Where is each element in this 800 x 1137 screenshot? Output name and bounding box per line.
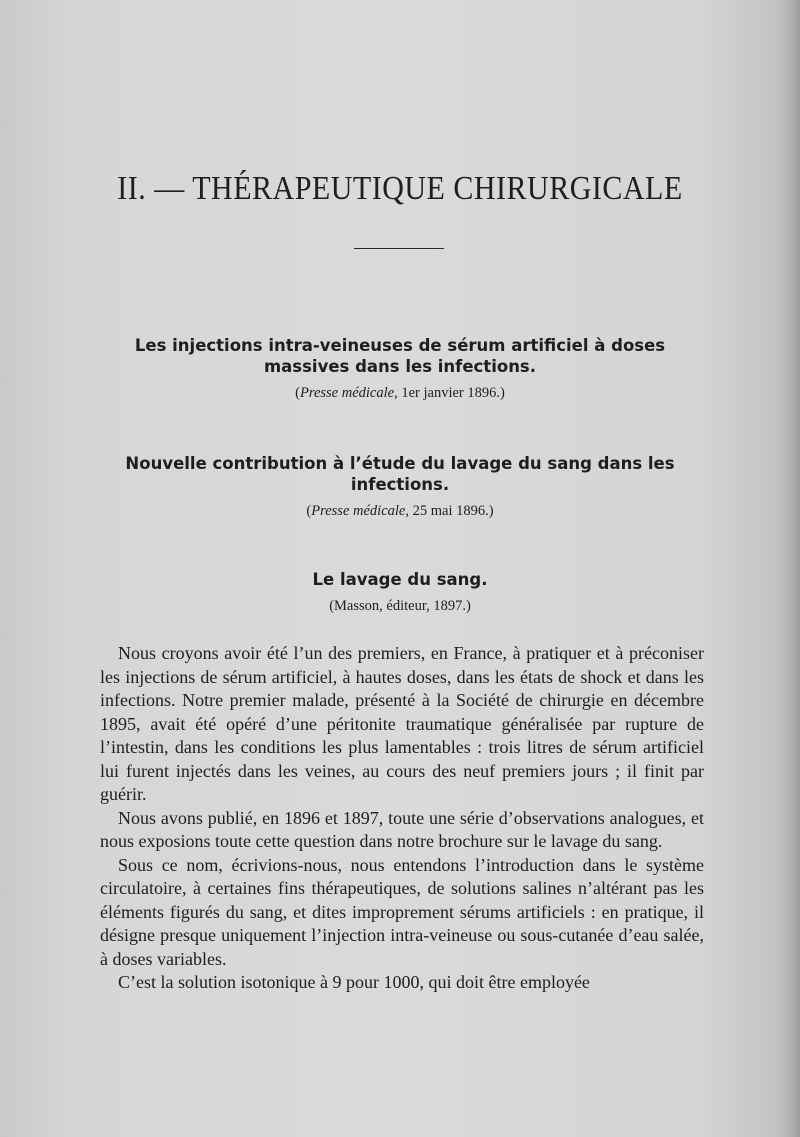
section-source — [110, 384, 690, 402]
section-injections — [110, 335, 690, 402]
body-paragraph: Nous croyons avoir été l’un des premiers, en France, à pratiquer et à préconiser les injections de sérum artificiel, à hautes doses, dans les états de shock et dans les infections. Notre premier malade, présenté à la Société de chirurgie en décembre 1895, avait été opéré d’une péritonite traumatique généralisée par rupture de l’intestin, dans les conditions les plus lamentables : trois litres de sérum artificiel lui furent injectés dans les veines, au cours des neuf premiers jours ; il finit par guérir. — [100, 643, 704, 804]
body-text — [100, 642, 704, 995]
section-heading: Les injections intra-veineuses de sérum artificiel à doses massives dans les infections. — [134, 336, 666, 376]
section-source — [110, 502, 690, 520]
chapter-title: II. — THÉRAPEUTIQUE CHIRURGICALE — [117, 170, 683, 207]
source-open: ( — [306, 503, 312, 519]
source-journal: Presse médicale — [300, 385, 395, 401]
body-paragraph: C’est la solution isotonique à 9 pour 1000, qui doit être employée — [118, 972, 590, 992]
body-paragraph: Nous avons publié, en 1896 et 1897, toute une série d’observations analogues, et nous exposions toute cette question dans notre brochure sur le lavage du sang. — [100, 807, 704, 851]
section-heading: Nouvelle contribution à l’étude du lavage du sang dans les infections. — [125, 454, 675, 494]
title-divider — [354, 248, 444, 249]
section-lavage-du-sang — [110, 569, 690, 615]
section-source: (Masson, éditeur, 1897.) — [329, 598, 471, 614]
source-date: , 25 mai 1896.) — [405, 503, 494, 519]
source-open: ( — [295, 385, 300, 401]
body-paragraph: Sous ce nom, écrivions-nous, nous entendons l’introduction dans le système circulatoire, à certaines fins thérapeutiques, de solutions salines n’altérant pas les éléments figurés du sang, et dites improprement sérums artificiels : en pratique, il désigne presque uniquement l’injection intra-veineuse ou sous-cutanée d’eau salée, à doses variables. — [100, 854, 704, 969]
source-date: , 1er janvier 1896.) — [394, 385, 505, 401]
source-journal: Presse médicale — [311, 503, 406, 519]
section-heading: Le lavage du sang. — [312, 570, 488, 589]
section-nouvelle-contribution — [110, 453, 690, 520]
